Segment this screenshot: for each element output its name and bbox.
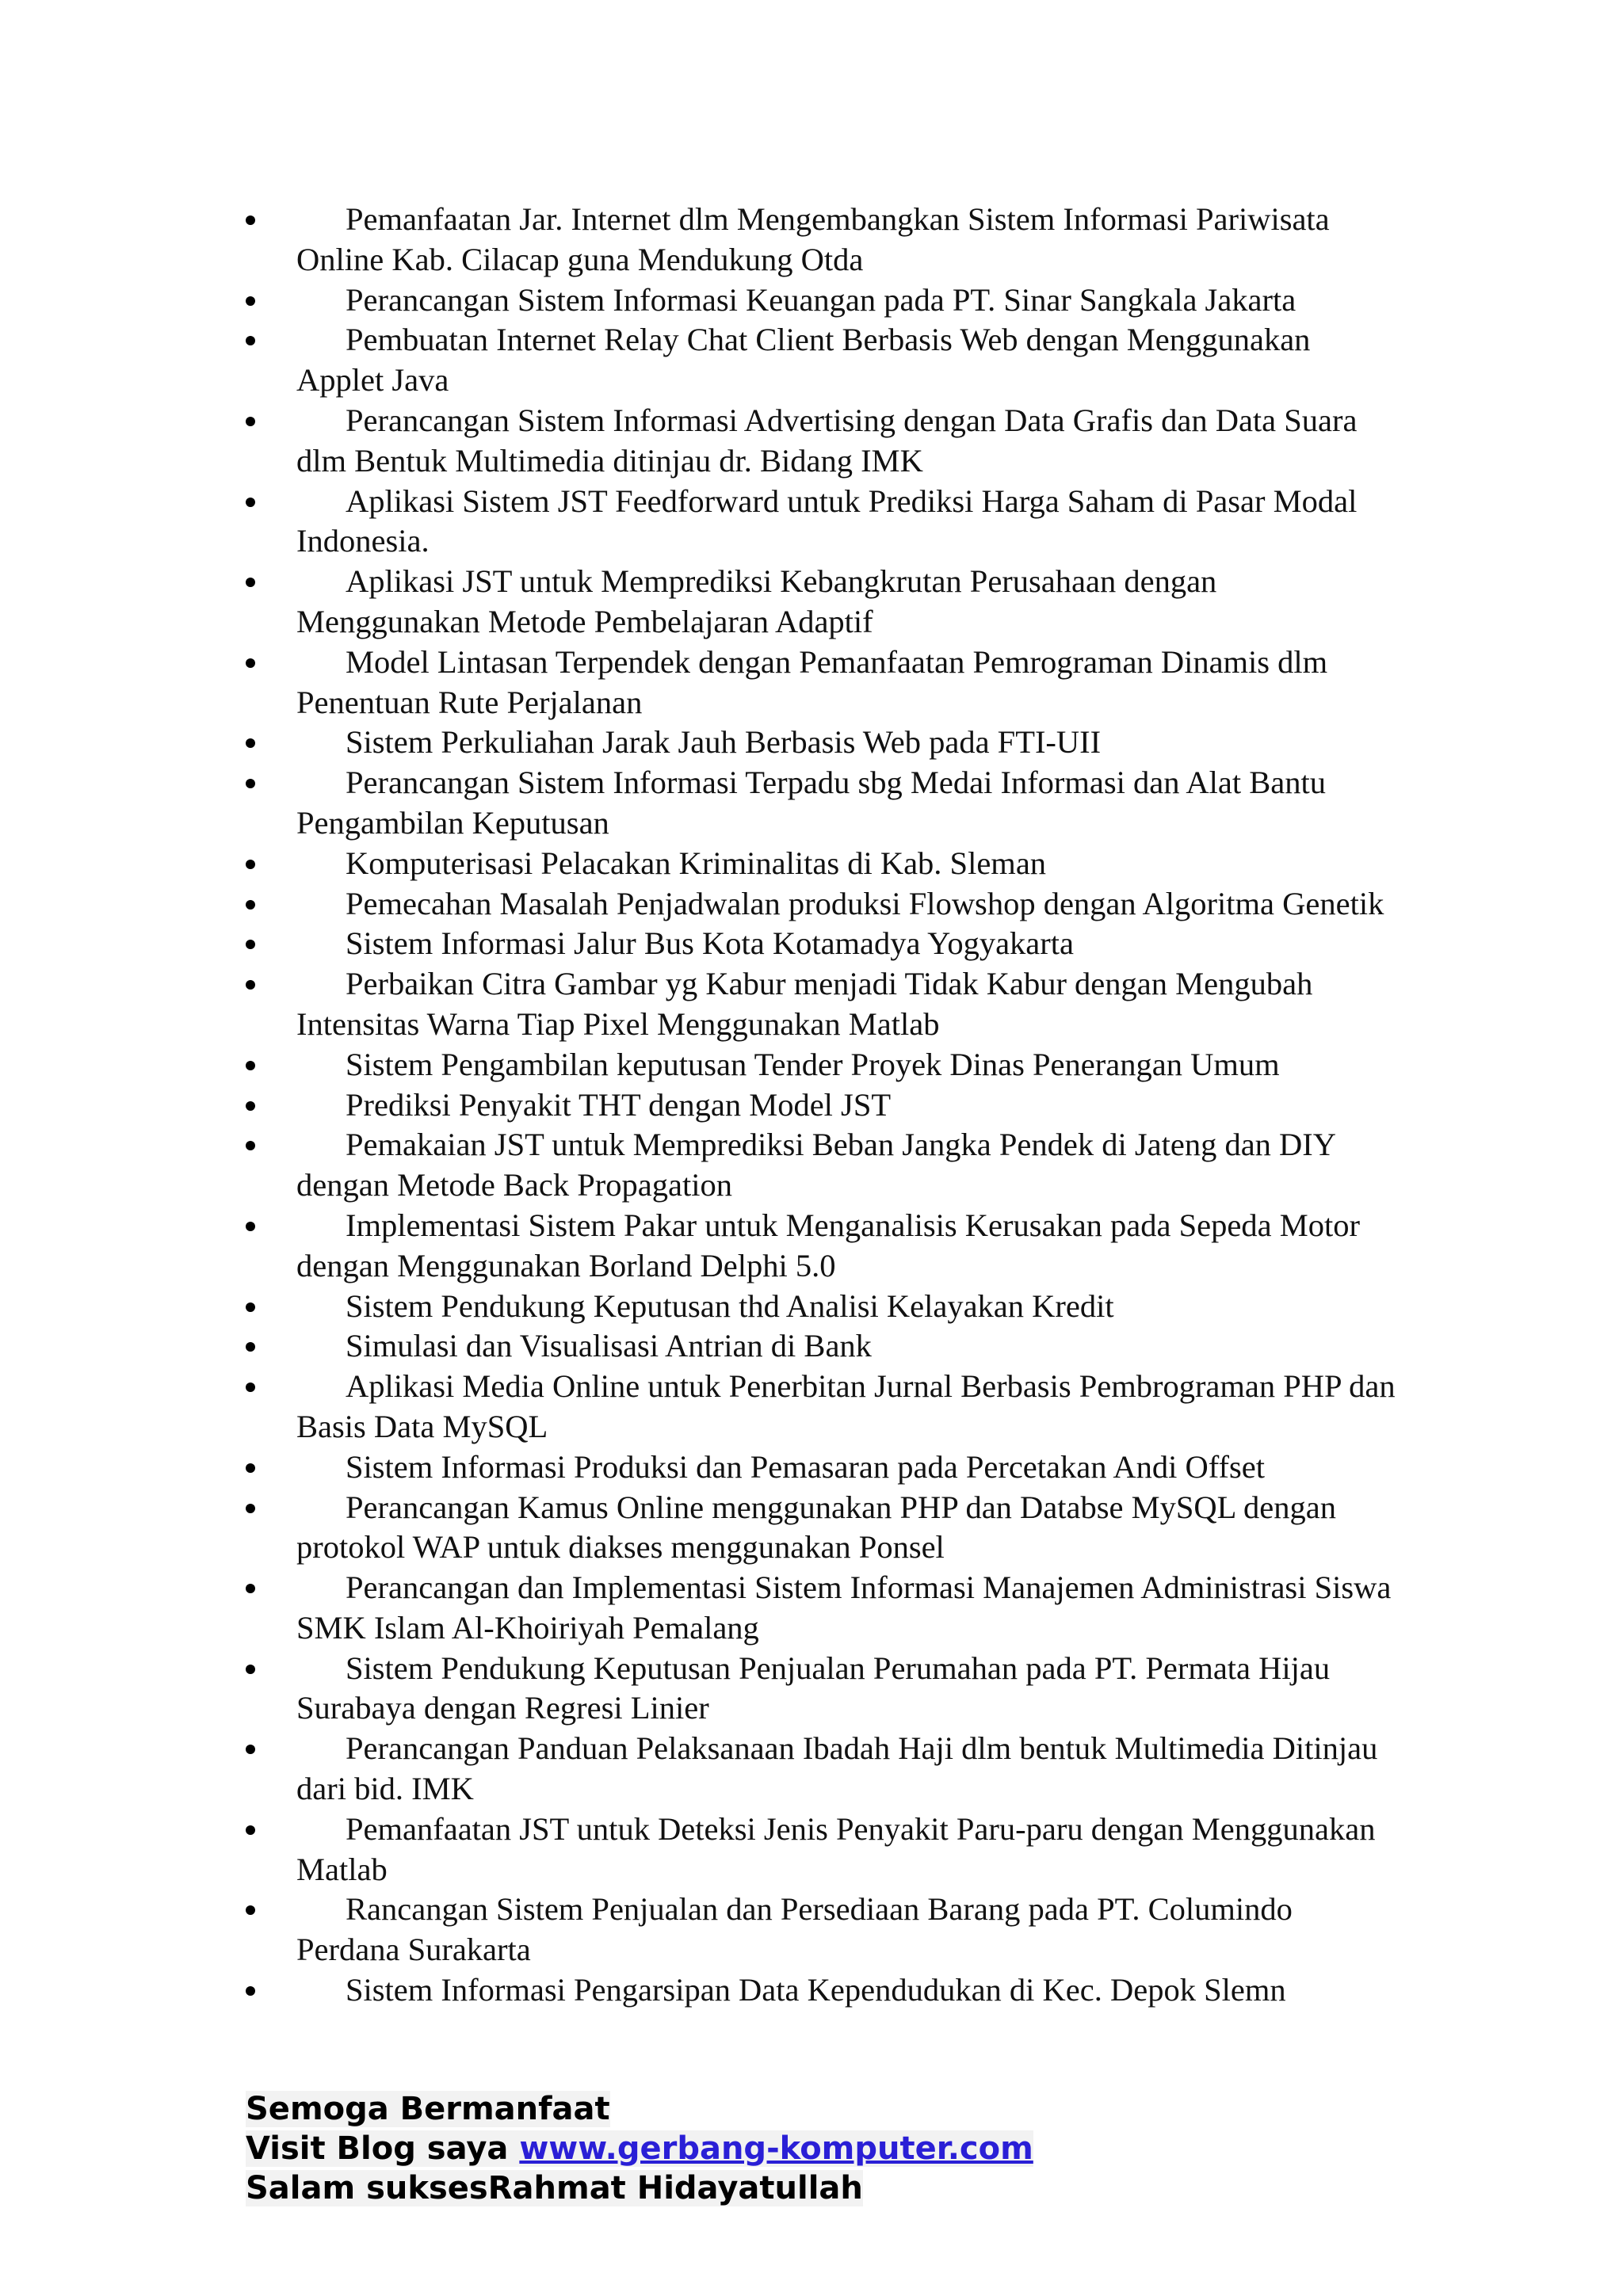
bullet-icon	[246, 1061, 255, 1070]
list-item-text: Pembuatan Internet Relay Chat Client Berbasis Web dengan Menggunakan Applet Java	[296, 322, 1311, 399]
list-item-text: Aplikasi JST untuk Memprediksi Kebangkrutan Perusahaan dengan Menggunakan Metode Pembelajaran Adaptif	[296, 563, 1217, 639]
list-item-text: Pemanfaatan Jar. Internet dlm Mengembangkan Sistem Informasi Pariwisata Online Kab. Cilacap guna Mendukung Otda	[296, 201, 1330, 277]
list-item-text: Simulasi dan Visualisasi Antrian di Bank	[346, 1328, 872, 1364]
bullet-icon	[246, 1745, 255, 1754]
list-item	[246, 482, 1403, 563]
bullet-icon	[246, 940, 255, 949]
list-item-text: Pemanfaatan JST untuk Deteksi Jenis Penyakit Paru-paru dengan Menggunakan Matlab	[296, 1810, 1376, 1887]
topic-list	[246, 200, 1403, 2011]
list-item-text: Rancangan Sistem Penjualan dan Persediaan Barang pada PT. Columindo Perdana Surakarta	[296, 1891, 1293, 1968]
list-item-text: Aplikasi Media Online untuk Penerbitan Jurnal Berbasis Pembrograman PHP dan Basis Data MySQL	[296, 1368, 1396, 1444]
list-item-text: Aplikasi Sistem JST Feedforward untuk Prediksi Harga Saham di Pasar Modal Indonesia.	[296, 482, 1358, 559]
bullet-icon	[246, 980, 255, 990]
bullet-icon	[246, 336, 255, 345]
list-item	[246, 1085, 1403, 1126]
bullet-icon	[246, 1383, 255, 1392]
bullet-icon	[246, 1665, 255, 1674]
list-item-text: Perancangan Panduan Pelaksanaan Ibadah Haji dlm bentuk Multimedia Ditinjau dari bid. IMK	[296, 1730, 1378, 1807]
bullet-icon	[246, 1101, 255, 1111]
list-item	[246, 320, 1403, 401]
list-item	[246, 562, 1403, 643]
list-item	[246, 1810, 1403, 1890]
list-item	[246, 1488, 1403, 1569]
list-item-text: Perancangan Kamus Online menggunakan PHP dan Databse MySQL dengan protokol WAP untuk diakses menggunakan Ponsel	[296, 1489, 1336, 1566]
list-item-text: Sistem Pendukung Keputusan thd Analisi Kelayakan Kredit	[346, 1287, 1114, 1324]
bullet-icon	[246, 215, 255, 225]
list-item-text: Sistem Perkuliahan Jarak Jauh Berbasis Web pada FTI-UII	[346, 724, 1102, 761]
bullet-icon	[246, 1825, 255, 1835]
bullet-icon	[246, 1905, 255, 1915]
bullet-icon	[246, 658, 255, 668]
list-item	[246, 884, 1403, 925]
list-item-text: Pemecahan Masalah Penjadwalan produksi Flowshop dengan Algoritma Genetik	[346, 885, 1384, 921]
list-item-text: Sistem Informasi Jalur Bus Kota Kotamadya Yogyakarta	[346, 925, 1074, 962]
list-item	[246, 643, 1403, 723]
footer-line-1	[246, 2089, 1033, 2129]
footer-line-3	[246, 2168, 1033, 2208]
bullet-icon	[246, 1986, 255, 1996]
list-item-text: Sistem Informasi Produksi dan Pemasaran pada Percetakan Andi Offset	[346, 1448, 1265, 1485]
bullet-icon	[246, 1302, 255, 1312]
list-item-text: Model Lintasan Terpendek dengan Pemanfaatan Pemrograman Dinamis dlm Penentuan Rute Perjalanan	[296, 643, 1328, 720]
list-item-text: Pemakaian JST untuk Memprediksi Beban Jangka Pendek di Jateng dan DIY dengan Metode Back Propagation	[296, 1127, 1335, 1203]
list-item-text: Sistem Pendukung Keputusan Penjualan Perumahan pada PT. Permata Hijau Surabaya dengan Regresi Linier	[296, 1650, 1331, 1726]
signature-text: Salam suksesRahmat Hidayatullah	[246, 2170, 863, 2206]
bullet-icon	[246, 860, 255, 869]
closing-text: Semoga Bermanfaat	[246, 2091, 610, 2127]
bullet-icon	[246, 1141, 255, 1150]
list-item	[246, 723, 1403, 763]
visit-blog-label: Visit Blog saya	[246, 2130, 520, 2167]
list-item	[246, 401, 1403, 482]
list-item	[246, 924, 1403, 964]
list-item	[246, 1649, 1403, 1730]
list-item	[246, 280, 1403, 321]
list-item	[246, 1045, 1403, 1085]
bullet-icon	[246, 1584, 255, 1593]
list-item	[246, 763, 1403, 844]
bullet-icon	[246, 1504, 255, 1513]
list-item	[246, 1287, 1403, 1327]
bullet-icon	[246, 1342, 255, 1352]
bullet-icon	[246, 1463, 255, 1473]
list-item-text: Komputerisasi Pelacakan Kriminalitas di Kab. Sleman	[346, 845, 1047, 881]
list-item-text: Sistem Pengambilan keputusan Tender Proyek Dinas Penerangan Umum	[346, 1046, 1280, 1082]
list-item	[246, 1206, 1403, 1287]
list-item	[246, 964, 1403, 1045]
list-item	[246, 1970, 1403, 2011]
list-item	[246, 1890, 1403, 1970]
list-item-text: Perancangan Sistem Informasi Terpadu sbg Medai Informasi dan Alat Bantu Pengambilan Keputusan	[296, 765, 1326, 841]
list-item	[246, 1729, 1403, 1810]
list-item-text: Prediksi Penyakit THT dengan Model JST	[346, 1086, 892, 1123]
list-item-text: Sistem Informasi Pengarsipan Data Kependudukan di Kec. Depok Slemn	[346, 1972, 1286, 2008]
list-item	[246, 1568, 1403, 1649]
list-item	[246, 1447, 1403, 1488]
list-item-text: Perbaikan Citra Gambar yg Kabur menjadi Tidak Kabur dengan Mengubah Intensitas Warna Tiap Pixel Menggunakan Matlab	[296, 966, 1313, 1042]
list-item	[246, 844, 1403, 884]
footer-line-2	[246, 2129, 1033, 2168]
list-item-text: Perancangan Sistem Informasi Keuangan pada PT. Sinar Sangkala Jakarta	[346, 281, 1296, 318]
bullet-icon	[246, 779, 255, 788]
list-item	[246, 200, 1403, 280]
bullet-icon	[246, 296, 255, 306]
bullet-icon	[246, 900, 255, 910]
bullet-icon	[246, 738, 255, 748]
list-item	[246, 1367, 1403, 1447]
list-item	[246, 1326, 1403, 1367]
footer	[246, 2089, 1033, 2208]
bullet-icon	[246, 1222, 255, 1231]
blog-link[interactable]: www.gerbang-komputer.com	[519, 2130, 1033, 2167]
bullet-icon	[246, 417, 255, 426]
list-item-text: Implementasi Sistem Pakar untuk Menganalisis Kerusakan pada Sepeda Motor dengan Menggunakan Borland Delphi 5.0	[296, 1207, 1360, 1283]
list-item-text: Perancangan Sistem Informasi Advertising dengan Data Grafis dan Data Suara dlm Bentuk Multimedia ditinjau dr. Bidang IMK	[296, 402, 1358, 479]
bullet-icon	[246, 498, 255, 507]
list-item	[246, 1125, 1403, 1206]
list-item-text: Perancangan dan Implementasi Sistem Informasi Manajemen Administrasi Siswa SMK Islam Al-Khoiriyah Pemalang	[296, 1569, 1392, 1646]
bullet-icon	[246, 578, 255, 587]
